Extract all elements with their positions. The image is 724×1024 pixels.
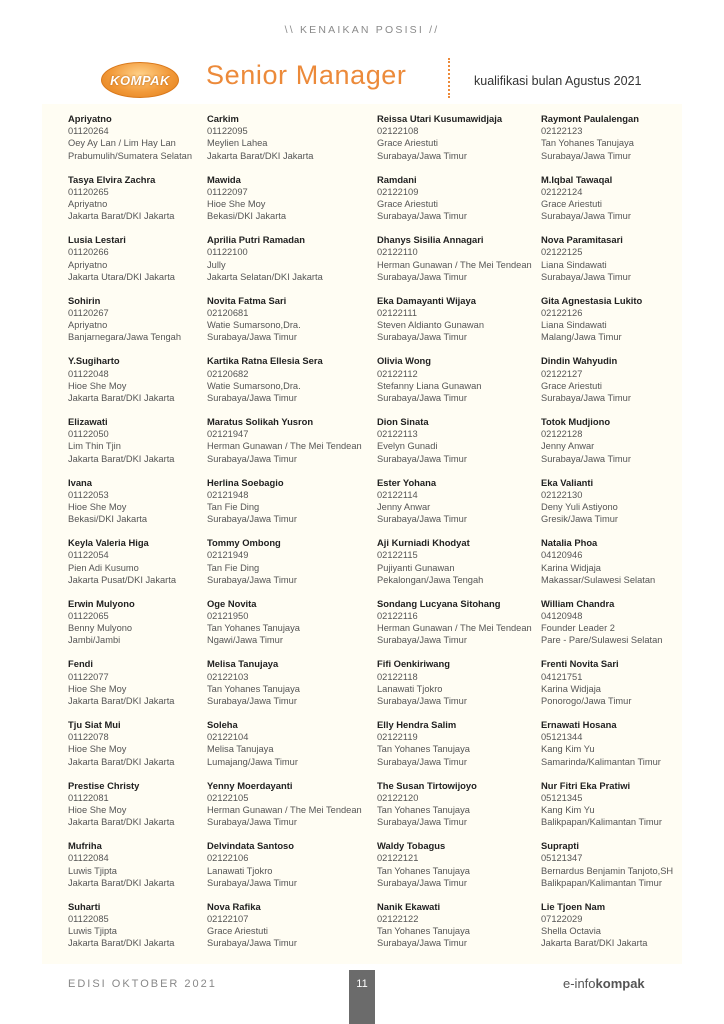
member-sponsor: Luwis Tjipta xyxy=(68,865,117,876)
member-id: 02122104 xyxy=(207,732,249,743)
member-name: Fendi xyxy=(68,658,93,670)
member-sponsor: Grace Ariestuti xyxy=(207,926,268,937)
member-entry xyxy=(541,234,631,283)
member-name: M.Iqbal Tawaqal xyxy=(541,173,613,185)
member-entry xyxy=(377,295,484,344)
member-sponsor: Jenny Anwar xyxy=(377,502,431,512)
member-id: 05121345 xyxy=(541,792,583,803)
member-id: 02122124 xyxy=(541,186,583,197)
member-sponsor: Steven Aldianto Gunawan xyxy=(377,320,484,331)
kompak-logo xyxy=(101,62,179,98)
member-sponsor: Watie Sumarsono,Dra. xyxy=(207,380,301,391)
member-location: Samarinda/Kalimantan Timur xyxy=(541,756,661,767)
member-name: Nova Rafika xyxy=(207,900,261,912)
member-name: Delvindata Santoso xyxy=(207,840,294,852)
member-sponsor: Meylien Lahea xyxy=(207,138,268,149)
member-sponsor: Bernardus Benjamin Tanjoto,SH xyxy=(541,865,674,876)
member-id: 01122097 xyxy=(207,186,248,197)
member-location: Surabaya/Jawa Timur xyxy=(207,393,297,403)
member-sponsor: Grace Ariestuti xyxy=(377,199,438,209)
member-entry xyxy=(541,295,642,344)
member-sponsor: Lanawati Tjokro xyxy=(377,683,443,694)
member-sponsor: Pujiyanti Gunawan xyxy=(377,562,455,573)
member-location: Surabaya/Jawa Timur xyxy=(541,211,631,222)
member-entry xyxy=(68,234,175,283)
member-id: 02120681 xyxy=(207,308,249,318)
member-name: Waldy Tobagus xyxy=(377,840,446,852)
member-location: Jakarta Barat/DKI Jakarta xyxy=(68,211,175,222)
member-sponsor: Shella Octavia xyxy=(541,926,601,937)
member-entry xyxy=(207,719,298,768)
member-entry xyxy=(207,901,297,950)
member-name: Nova Paramitasari xyxy=(541,234,623,246)
member-sponsor: Deny Yuli Astiyono xyxy=(541,502,618,512)
member-name: Y.Sugiharto xyxy=(68,355,120,367)
member-entry xyxy=(541,416,631,465)
member-entry xyxy=(68,658,174,707)
member-entry xyxy=(68,780,174,829)
member-sponsor: Tan Yohanes Tanujaya xyxy=(377,865,470,876)
member-location: Surabaya/Jawa Timur xyxy=(377,271,467,282)
member-location: Malang/Jawa Timur xyxy=(541,332,622,343)
member-sponsor: Kang Kim Yu xyxy=(541,805,595,815)
member-sponsor: Lanawati Tjokro xyxy=(207,865,273,876)
member-location: Lumajang/Jawa Timur xyxy=(207,756,298,767)
member-entry xyxy=(68,174,174,223)
member-entry xyxy=(377,658,467,707)
member-id: 02121947 xyxy=(207,429,249,440)
member-name: Eka Damayanti Wijaya xyxy=(377,294,476,306)
member-name: Ernawati Hosana xyxy=(541,719,617,730)
member-entry xyxy=(68,537,176,586)
edition-label: EDISI OKTOBER 2021 xyxy=(68,978,217,990)
member-location: Surabaya/Jawa Timur xyxy=(207,938,297,949)
member-entry xyxy=(541,840,673,889)
member-id: 04120946 xyxy=(541,550,583,561)
member-name: Apriyatno xyxy=(68,113,112,124)
member-sponsor: Liana Sindawati xyxy=(541,320,607,331)
member-location: Surabaya/Jawa Timur xyxy=(377,453,467,464)
member-location: Jakarta Barat/DKI Jakarta xyxy=(207,150,314,161)
member-location: Surabaya/Jawa Timur xyxy=(207,877,297,888)
member-id: 02122123 xyxy=(541,126,583,137)
member-id: 02122121 xyxy=(377,853,419,864)
member-name: Novita Fatma Sari xyxy=(207,294,287,306)
member-location: Surabaya/Jawa Timur xyxy=(541,393,631,403)
member-id: 02122114 xyxy=(377,489,418,500)
member-location: Ponorogo/Jawa Timur xyxy=(541,696,632,706)
member-location: Surabaya/Jawa Timur xyxy=(207,574,297,585)
member-name: Yenny Moerdayanti xyxy=(207,779,293,791)
member-entry xyxy=(377,780,477,829)
member-id: 01120265 xyxy=(68,186,109,197)
member-id: 01122077 xyxy=(68,671,109,682)
member-id: 01120266 xyxy=(68,247,109,258)
member-id: 07122029 xyxy=(541,914,583,924)
member-id: 01122078 xyxy=(68,732,109,743)
member-entry xyxy=(207,477,297,526)
member-location: Bekasi/DKI Jakarta xyxy=(207,211,287,222)
member-entry xyxy=(541,477,618,526)
member-name: Tju Siat Mui xyxy=(68,719,121,730)
member-sponsor: Pien Adi Kusumo xyxy=(68,562,139,573)
member-id: 02122116 xyxy=(377,611,418,621)
member-location: Surabaya/Jawa Timur xyxy=(207,696,297,706)
member-name: Totok Mudjiono xyxy=(541,416,611,427)
member-name: Dion Sinata xyxy=(377,416,429,427)
member-name: Olivia Wong xyxy=(377,355,431,367)
member-sponsor: Herman Gunawan / The Mei Tendean xyxy=(207,805,362,815)
member-location: Jakarta Barat/DKI Jakarta xyxy=(68,938,175,949)
member-id: 02122120 xyxy=(377,792,419,803)
member-sponsor: Evelyn Gunadi xyxy=(377,441,438,452)
member-sponsor: Grace Ariestuti xyxy=(541,199,602,209)
member-entry xyxy=(377,416,467,465)
member-entry xyxy=(541,598,662,647)
member-name: Aprilia Putri Ramadan xyxy=(207,234,305,246)
member-name: Erwin Mulyono xyxy=(68,597,135,609)
member-id: 01122100 xyxy=(207,247,248,258)
member-entry xyxy=(377,598,532,647)
member-entry xyxy=(377,840,470,889)
member-entry xyxy=(68,295,181,344)
member-name: Lusia Lestari xyxy=(68,234,126,246)
member-name: Oge Novita xyxy=(207,597,257,609)
member-entry xyxy=(377,719,470,768)
member-sponsor: Jully xyxy=(207,259,226,270)
member-name: Dhanys Sisilia Annagari xyxy=(377,234,484,246)
member-location: Banjarnegara/Jawa Tengah xyxy=(68,332,182,343)
member-location: Balikpapan/Kalimantan Timur xyxy=(541,817,662,828)
member-id: 01122065 xyxy=(68,611,109,621)
member-sponsor: Karina Widjaja xyxy=(541,683,601,694)
member-sponsor: Hioe She Moy xyxy=(68,502,127,512)
member-sponsor: Tan Yohanes Tanujaya xyxy=(377,805,470,815)
member-sponsor: Kang Kim Yu xyxy=(541,744,595,755)
member-location: Jakarta Barat/DKI Jakarta xyxy=(68,453,175,464)
member-sponsor: Luwis Tjipta xyxy=(68,926,117,937)
member-location: Ngawi/Jawa Timur xyxy=(207,635,283,646)
member-location: Pare - Pare/Sulawesi Selatan xyxy=(541,635,663,646)
member-id: 02122125 xyxy=(541,247,583,258)
member-id: 02122119 xyxy=(377,732,418,743)
member-entry xyxy=(541,658,631,707)
member-id: 04121751 xyxy=(541,671,583,682)
member-name: Nanik Ekawati xyxy=(377,900,441,912)
member-name: Ester Yohana xyxy=(377,476,437,488)
member-entry xyxy=(541,113,639,162)
member-id: 01122050 xyxy=(68,429,109,440)
member-name: Elly Hendra Salim xyxy=(377,719,457,730)
member-entry xyxy=(207,355,323,404)
member-location: Surabaya/Jawa Timur xyxy=(377,332,467,343)
member-id: 05121347 xyxy=(541,853,583,864)
member-entry xyxy=(207,840,297,889)
member-entry xyxy=(541,719,661,768)
member-name: Carkim xyxy=(207,113,239,124)
member-entry xyxy=(207,537,297,586)
member-location: Jakarta Barat/DKI Jakarta xyxy=(541,938,648,949)
member-name: Elizawati xyxy=(68,416,108,427)
member-sponsor: Tan Yohanes Tanujaya xyxy=(377,744,470,755)
member-entry xyxy=(68,598,135,647)
member-id: 05121344 xyxy=(541,732,583,743)
member-location: Surabaya/Jawa Timur xyxy=(207,817,297,828)
member-name: Herlina Soebagio xyxy=(207,476,284,488)
member-id: 02122112 xyxy=(377,368,418,379)
member-name: Lie Tjoen Nam xyxy=(541,900,606,912)
member-id: 01122081 xyxy=(68,792,109,803)
member-entry xyxy=(377,901,470,950)
member-location: Balikpapan/Kalimantan Timur xyxy=(541,877,662,888)
member-sponsor: Grace Ariestuti xyxy=(541,380,602,391)
member-name: Ramdani xyxy=(377,173,417,185)
member-location: Surabaya/Jawa Timur xyxy=(541,271,631,282)
member-sponsor: Jenny Anwar xyxy=(541,441,595,452)
member-sponsor: Lim Thin Tjin xyxy=(68,441,121,452)
member-entry xyxy=(377,537,483,586)
member-location: Surabaya/Jawa Timur xyxy=(377,211,467,222)
member-location: Jakarta Selatan/DKI Jakarta xyxy=(207,271,323,282)
member-name: Reissa Utari Kusumawidjaja xyxy=(377,113,503,124)
member-location: Surabaya/Jawa Timur xyxy=(377,817,467,828)
member-id: 02122113 xyxy=(377,429,418,440)
member-entry xyxy=(377,174,467,223)
member-location: Pekalongan/Jawa Tengah xyxy=(377,574,484,585)
member-name: William Chandra xyxy=(541,597,615,609)
member-name: Sohirin xyxy=(68,294,101,306)
member-entry xyxy=(541,537,655,586)
member-name: Keyla Valeria Higa xyxy=(68,537,149,549)
member-location: Surabaya/Jawa Timur xyxy=(377,756,467,767)
brand-footer xyxy=(563,976,645,991)
member-sponsor: Watie Sumarsono,Dra. xyxy=(207,320,301,331)
member-id: 02122127 xyxy=(541,368,583,379)
member-name: Kartika Ratna Ellesia Sera xyxy=(207,355,323,367)
member-location: Jambi/Jambi xyxy=(68,635,121,646)
member-location: Jakarta Barat/DKI Jakarta xyxy=(68,393,175,403)
member-id: 02122105 xyxy=(207,792,249,803)
member-name: Raymont Paulalengan xyxy=(541,113,639,124)
member-name: Nur Fitri Eka Pratiwi xyxy=(541,779,631,791)
members-panel xyxy=(42,104,682,964)
member-entry xyxy=(377,355,481,404)
member-name: Suharti xyxy=(68,900,101,912)
member-name: Ivana xyxy=(68,476,92,488)
member-name: Frenti Novita Sari xyxy=(541,658,619,670)
member-location: Surabaya/Jawa Timur xyxy=(377,635,467,646)
member-name: Soleha xyxy=(207,719,238,730)
member-location: Surabaya/Jawa Timur xyxy=(541,150,631,161)
member-location: Jakarta Utara/DKI Jakarta xyxy=(68,271,175,282)
member-id: 01122084 xyxy=(68,853,109,864)
member-sponsor: Grace Ariestuti xyxy=(377,138,438,149)
member-id: 01120267 xyxy=(68,308,109,318)
member-name: Mawida xyxy=(207,173,241,185)
member-sponsor: Tan Fie Ding xyxy=(207,562,260,573)
member-id: 04120948 xyxy=(541,611,583,621)
member-sponsor: Tan Yohanes Tanujaya xyxy=(207,623,300,634)
member-id: 02122107 xyxy=(207,914,249,924)
member-location: Surabaya/Jawa Timur xyxy=(377,938,467,949)
member-location: Prabumulih/Sumatera Selatan xyxy=(68,150,193,161)
member-sponsor: Hioe She Moy xyxy=(68,380,127,391)
page-title: Senior Manager xyxy=(206,60,407,90)
header-divider xyxy=(448,58,450,98)
member-location: Surabaya/Jawa Timur xyxy=(541,453,631,464)
member-id: 02120682 xyxy=(207,368,249,379)
member-location: Surabaya/Jawa Timur xyxy=(377,877,467,888)
member-location: Jakarta Barat/DKI Jakarta xyxy=(68,696,175,706)
member-location: Surabaya/Jawa Timur xyxy=(377,393,467,403)
member-id: 01122085 xyxy=(68,914,109,924)
member-name: Eka Valianti xyxy=(541,476,594,488)
member-entry xyxy=(207,658,300,707)
member-id: 02122122 xyxy=(377,914,419,924)
member-name: Sondang Lucyana Sitohang xyxy=(377,597,501,609)
member-location: Jakarta Barat/DKI Jakarta xyxy=(68,817,175,828)
member-sponsor: Founder Leader 2 xyxy=(541,623,615,634)
member-location: Surabaya/Jawa Timur xyxy=(207,453,297,464)
member-entry xyxy=(207,416,362,465)
member-entry xyxy=(541,901,647,950)
logo-text: KOMPAK xyxy=(110,72,170,88)
member-name: The Susan Tirtowijoyo xyxy=(377,779,477,791)
member-id: 01122053 xyxy=(68,489,109,500)
member-name: Gita Agnestasia Lukito xyxy=(541,294,643,306)
member-sponsor: Benny Mulyono xyxy=(68,623,133,634)
member-sponsor: Tan Fie Ding xyxy=(207,502,260,512)
member-location: Bekasi/DKI Jakarta xyxy=(68,514,148,525)
brand-bold: kompak xyxy=(595,976,645,991)
member-entry xyxy=(68,113,192,162)
member-entry xyxy=(68,416,174,465)
member-entry xyxy=(541,355,631,404)
member-location: Jakarta Barat/DKI Jakarta xyxy=(68,756,175,767)
member-name: Melisa Tanujaya xyxy=(207,658,279,670)
member-sponsor: Hioe She Moy xyxy=(68,683,127,694)
member-id: 02121949 xyxy=(207,550,249,561)
member-entry xyxy=(207,113,313,162)
brand-prefix: e-info xyxy=(563,976,596,991)
member-location: Makassar/Sulawesi Selatan xyxy=(541,574,656,585)
member-id: 02122103 xyxy=(207,671,249,682)
member-id: 02122109 xyxy=(377,186,419,197)
member-entry xyxy=(68,840,174,889)
member-entry xyxy=(541,780,662,829)
page-number: 11 xyxy=(349,970,375,1024)
member-id: 01122054 xyxy=(68,550,109,561)
member-id: 01122048 xyxy=(68,368,109,379)
member-entry xyxy=(68,355,174,404)
member-sponsor: Hioe She Moy xyxy=(68,805,127,815)
member-sponsor: Herman Gunawan / The Mei Tendean xyxy=(377,623,532,634)
member-sponsor: Hioe She Moy xyxy=(207,199,266,209)
member-name: Prestise Christy xyxy=(68,779,140,791)
member-sponsor: Liana Sindawati xyxy=(541,259,607,270)
member-location: Surabaya/Jawa Timur xyxy=(377,696,467,706)
member-sponsor: Tan Yohanes Tanujaya xyxy=(207,683,300,694)
member-location: Surabaya/Jawa Timur xyxy=(207,514,297,525)
member-id: 02122106 xyxy=(207,853,249,864)
member-id: 01120264 xyxy=(68,126,109,137)
member-name: Maratus Solikah Yusron xyxy=(207,416,314,427)
page-subtitle: kualifikasi bulan Agustus 2021 xyxy=(474,74,642,88)
member-sponsor: Apriyatno xyxy=(68,259,108,270)
member-location: Jakarta Barat/DKI Jakarta xyxy=(68,877,175,888)
member-entry xyxy=(68,901,174,950)
member-id: 02122115 xyxy=(377,550,418,561)
member-sponsor: Oey Ay Lan / Lim Hay Lan xyxy=(68,138,176,149)
member-id: 02122118 xyxy=(377,671,418,682)
member-entry xyxy=(207,598,300,647)
member-id: 02121950 xyxy=(207,611,249,621)
member-sponsor: Tan Yohanes Tanujaya xyxy=(541,138,634,149)
member-name: Tasya Elvira Zachra xyxy=(68,173,156,185)
member-entry xyxy=(377,477,467,526)
member-sponsor: Apriyatno xyxy=(68,320,108,331)
member-location: Surabaya/Jawa Timur xyxy=(377,514,467,525)
member-location: Jakarta Pusat/DKI Jakarta xyxy=(68,574,176,585)
member-sponsor: Herman Gunawan / The Mei Tendean xyxy=(377,259,532,270)
member-entry xyxy=(207,780,362,829)
member-id: 02121948 xyxy=(207,489,249,500)
member-sponsor: Karina Widjaja xyxy=(541,562,601,573)
member-sponsor: Tan Yohanes Tanujaya xyxy=(377,926,470,937)
member-entry xyxy=(207,234,323,283)
member-id: 02122128 xyxy=(541,429,583,440)
member-sponsor: Hioe She Moy xyxy=(68,744,127,755)
member-location: Gresik/Jawa Timur xyxy=(541,514,618,525)
member-name: Suprapti xyxy=(541,840,580,852)
member-sponsor: Apriyatno xyxy=(68,199,108,209)
member-id: 02122111 xyxy=(377,308,417,318)
member-name: Tommy Ombong xyxy=(207,537,281,549)
member-entry xyxy=(377,234,532,283)
member-id: 01122095 xyxy=(207,126,248,137)
member-id: 02122110 xyxy=(377,247,418,258)
member-sponsor: Melisa Tanujaya xyxy=(207,744,274,755)
member-entry xyxy=(68,477,147,526)
member-sponsor: Herman Gunawan / The Mei Tendean xyxy=(207,441,362,452)
member-name: Fifi Oenkiriwang xyxy=(377,658,450,670)
member-id: 02122108 xyxy=(377,126,419,137)
member-name: Natalia Phoa xyxy=(541,537,598,549)
section-label: \\ KENAIKAN POSISI // xyxy=(284,24,440,36)
member-location: Surabaya/Jawa Timur xyxy=(377,150,467,161)
member-name: Mufriha xyxy=(68,840,102,852)
member-sponsor: Stefanny Liana Gunawan xyxy=(377,380,482,391)
member-location: Surabaya/Jawa Timur xyxy=(207,332,297,343)
member-entry xyxy=(207,295,301,344)
member-entry xyxy=(541,174,631,223)
member-entry xyxy=(377,113,502,162)
member-entry xyxy=(68,719,174,768)
member-id: 02122126 xyxy=(541,308,583,318)
member-name: Aji Kurniadi Khodyat xyxy=(377,537,470,549)
member-name: Dindin Wahyudin xyxy=(541,355,618,367)
member-id: 02122130 xyxy=(541,489,583,500)
member-entry xyxy=(207,174,286,223)
